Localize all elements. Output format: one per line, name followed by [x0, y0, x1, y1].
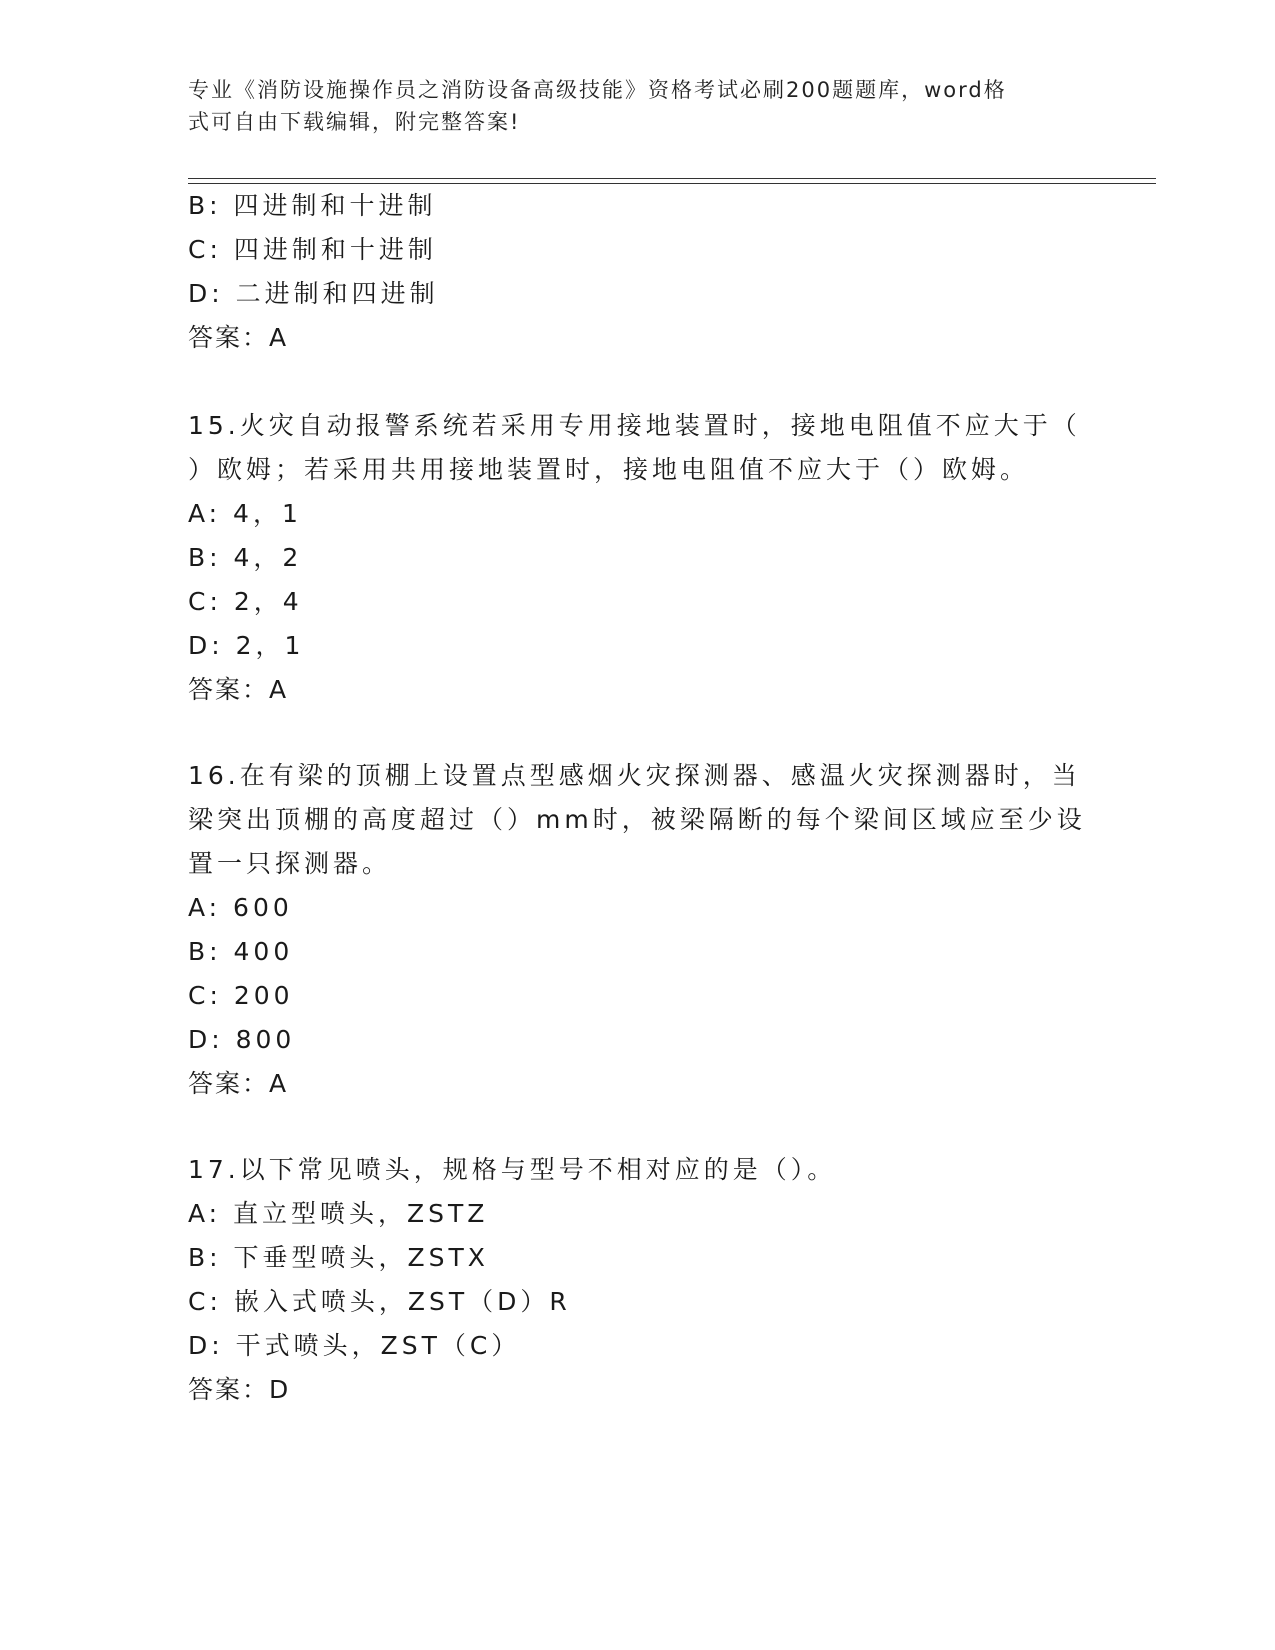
- header-divider-top: [188, 178, 1156, 179]
- question-16-option-d: D: 800: [188, 1025, 296, 1054]
- question-15-option-b: B: 4，2: [188, 543, 303, 572]
- question-17-option-b: B: 下垂型喷头，ZSTX: [188, 1243, 489, 1272]
- header-line-2: 式可自由下载编辑，附完整答案!: [188, 110, 521, 134]
- document-header: [188, 74, 1078, 138]
- question-16-stem-line-1: 16.在有梁的顶棚上设置点型感烟火灾探测器、感温火灾探测器时，当: [188, 761, 1081, 790]
- option-b: B: 四进制和十进制: [188, 191, 437, 220]
- question-16-stem-line-3: 置一只探测器。: [188, 849, 392, 878]
- question-15-answer: 答案：A: [188, 675, 289, 704]
- question-15-option-a: A: 4，1: [188, 499, 302, 528]
- option-c: C: 四进制和十进制: [188, 235, 437, 264]
- question-16-stem-line-2: 梁突出顶棚的高度超过（）mm时，被梁隔断的每个梁间区域应至少设: [188, 805, 1086, 834]
- question-16-option-a: A: 600: [188, 893, 293, 922]
- question-17-option-d: D: 干式喷头，ZST（C）: [188, 1331, 521, 1360]
- question-16-answer: 答案：A: [188, 1069, 289, 1098]
- question-17-option-c: C: 嵌入式喷头，ZST（D）R: [188, 1287, 571, 1316]
- question-17-option-a: A: 直立型喷头，ZSTZ: [188, 1199, 489, 1228]
- question-15-option-d: D: 2，1: [188, 631, 305, 660]
- header-divider-bottom: [188, 183, 1156, 184]
- option-d: D: 二进制和四进制: [188, 279, 439, 308]
- answer-line: 答案：A: [188, 323, 289, 352]
- question-15-stem-line-1: 15.火灾自动报警系统若采用专用接地装置时，接地电阻值不应大于（: [188, 411, 1081, 440]
- question-15-stem-line-2: ）欧姆；若采用共用接地装置时，接地电阻值不应大于（）欧姆。: [188, 455, 1030, 484]
- question-16-option-b: B: 400: [188, 937, 294, 966]
- question-17-stem-line-1: 17.以下常见喷头，规格与型号不相对应的是（）。: [188, 1155, 837, 1184]
- question-16-option-c: C: 200: [188, 981, 294, 1010]
- header-line-1: 专业《消防设施操作员之消防设备高级技能》资格考试必刷200题题库，word格: [188, 78, 1007, 102]
- question-17-answer: 答案：D: [188, 1375, 291, 1404]
- question-15-option-c: C: 2，4: [188, 587, 303, 616]
